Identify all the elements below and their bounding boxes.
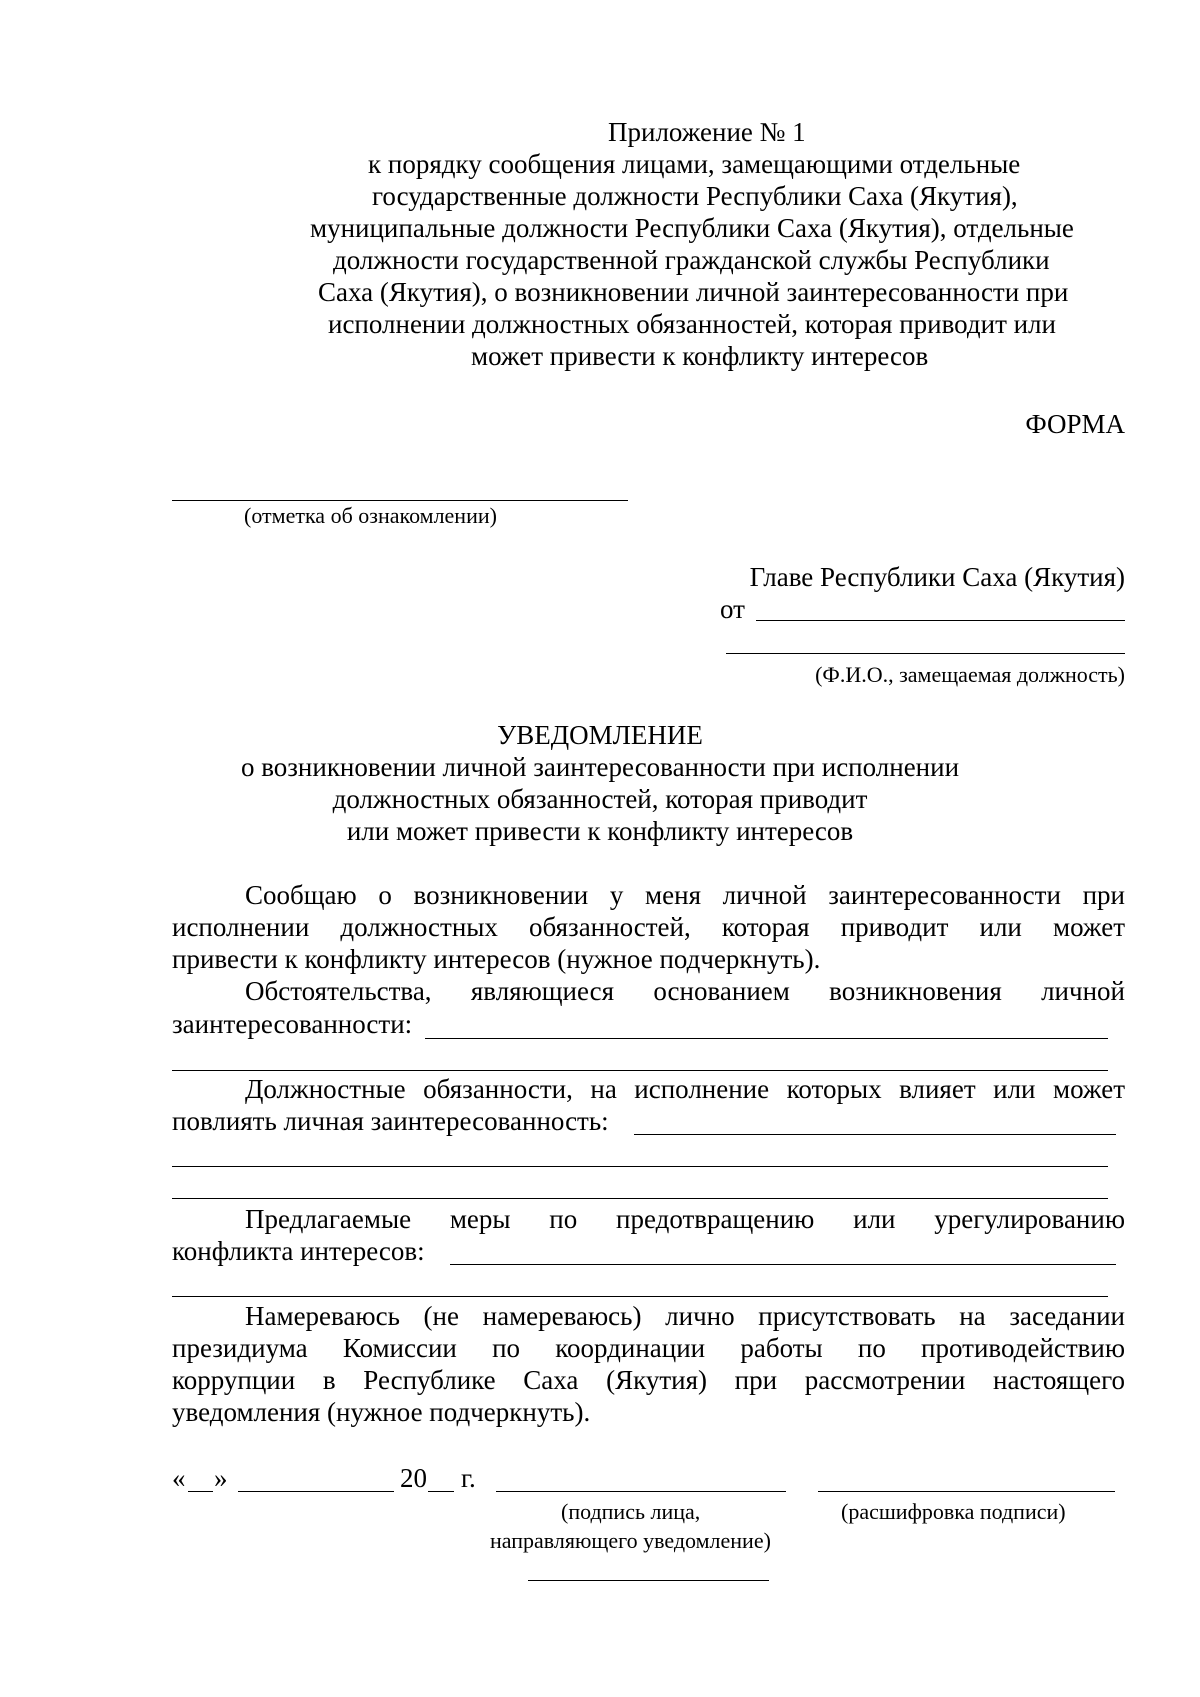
body-p4-line: конфликта интересов: xyxy=(172,1236,425,1266)
measures-fill-line xyxy=(450,1264,1116,1265)
body-p1-line: исполнении должностных обязанностей, которая приводит или может xyxy=(172,912,1125,942)
signature-caption: (подпись лица, xyxy=(561,1499,701,1524)
date-month-line xyxy=(238,1491,394,1492)
appendix-line: исполнении должностных обязанностей, которая приводит или xyxy=(328,309,1056,339)
acquaintance-line xyxy=(172,500,628,501)
addressee-to: Главе Республики Саха (Якутия) xyxy=(749,562,1125,592)
appendix-line: муниципальные должности Республики Саха (Якутия), отдельные xyxy=(310,213,1074,243)
body-p5-line: Намереваюсь (не намереваюсь) лично присутствовать на заседании xyxy=(245,1301,1125,1331)
body-p3-line: Должностные обязанности, на исполнение которых влияет или может xyxy=(245,1074,1125,1104)
body-p5-line: коррупции в Республике Саха (Якутия) при рассмотрении настоящего xyxy=(172,1365,1125,1395)
form-label: ФОРМА xyxy=(1025,409,1125,439)
date-year-line xyxy=(428,1491,454,1492)
measures-fill-line xyxy=(172,1296,1108,1297)
acquaintance-caption: (отметка об ознакомлении) xyxy=(244,503,497,528)
body-p2-line: Обстоятельства, являющиеся основанием возникновения личной xyxy=(245,976,1125,1006)
signature-line xyxy=(496,1491,786,1492)
date-open-quote: « xyxy=(172,1463,186,1493)
addressee-from-line xyxy=(756,620,1125,621)
registration-line xyxy=(528,1580,769,1581)
body-p4-line: Предлагаемые меры по предотвращению или урегулированию xyxy=(245,1204,1125,1234)
appendix-line: может привести к конфликту интересов xyxy=(471,341,929,371)
body-p5-line: президиума Комиссии по координации работы по противодействию xyxy=(172,1333,1125,1363)
body-p1-line: Сообщаю о возникновении у меня личной заинтересованности при xyxy=(245,880,1125,910)
circumstances-fill-line xyxy=(172,1070,1108,1071)
notice-subtitle-line: должностных обязанностей, которая приводит xyxy=(332,784,868,814)
date-day-line xyxy=(188,1491,213,1492)
duties-fill-line xyxy=(634,1134,1116,1135)
duties-fill-line xyxy=(172,1198,1108,1199)
appendix-line: к порядку сообщения лицами, замещающими отдельные xyxy=(368,149,1021,179)
appendix-line: Саха (Якутия), о возникновении личной заинтересованности при xyxy=(318,277,1069,307)
notice-title: УВЕДОМЛЕНИЕ xyxy=(497,720,703,750)
signature-decode-line xyxy=(818,1491,1115,1492)
body-p5-line: уведомления (нужное подчеркнуть). xyxy=(172,1397,591,1427)
appendix-title: Приложение № 1 xyxy=(608,117,806,147)
notice-subtitle-line: о возникновении личной заинтересованности при исполнении xyxy=(240,752,960,782)
body-p2-line: заинтересованности: xyxy=(172,1009,413,1039)
body-p3-line: повлиять личная заинтересованность: xyxy=(172,1106,609,1136)
decode-caption: (расшифровка подписи) xyxy=(841,1499,1066,1524)
addressee-position-line xyxy=(726,653,1125,654)
date-year-suffix: г. xyxy=(461,1463,476,1493)
notice-subtitle-line: или может привести к конфликту интересов xyxy=(346,816,854,846)
appendix-line: должности государственной гражданской службы Республики xyxy=(333,245,1050,275)
duties-fill-line xyxy=(172,1166,1108,1167)
date-close-quote: » xyxy=(214,1463,228,1493)
addressee-from-label: от xyxy=(720,594,745,624)
date-year-prefix: 20 xyxy=(400,1463,427,1493)
body-p1-line: привести к конфликту интересов (нужное подчеркнуть). xyxy=(172,944,821,974)
appendix-line: государственные должности Республики Саха (Якутия), xyxy=(372,181,1018,211)
circumstances-fill-line xyxy=(425,1038,1108,1039)
addressee-caption: (Ф.И.О., замещаемая должность) xyxy=(815,662,1125,687)
signature-caption: направляющего уведомление) xyxy=(490,1528,771,1553)
